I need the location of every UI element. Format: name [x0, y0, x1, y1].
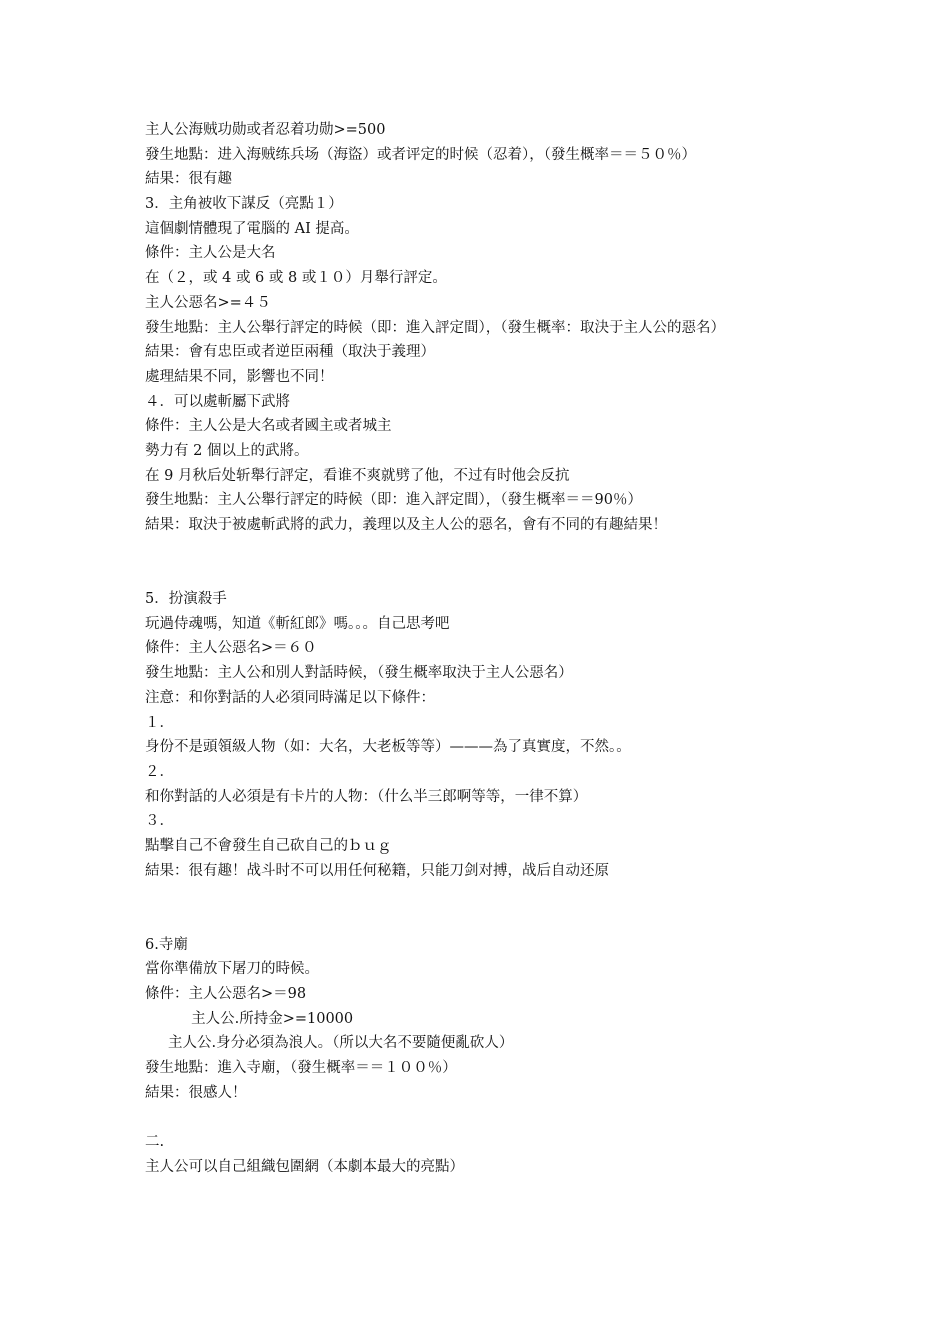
text-line: 當你準備放下屠刀的時候。: [145, 961, 319, 978]
blank-line: [145, 908, 925, 933]
list-number: ２．: [145, 763, 174, 780]
document-body: [145, 118, 925, 1180]
blank-line: [145, 562, 925, 587]
text-line: 條件：主人公惡名>＝98: [145, 986, 307, 1003]
text-line: 點擊自己不會發生自己砍自己的ｂｕｇ: [145, 837, 392, 854]
text-line: 結果：會有忠臣或者逆臣兩種（取決于義理）: [145, 344, 435, 361]
text-line: 發生地點：主人公舉行評定的時候（即：進入評定間），（發生概率＝＝90％）: [145, 492, 642, 509]
text-line: 注意：和你對話的人必須同時滿足以下條件：: [145, 689, 435, 706]
text-line: 條件：主人公惡名>＝６０: [145, 640, 317, 657]
text-line: 處理結果不同，影響也不同！: [145, 368, 334, 385]
blank-line: [145, 538, 925, 563]
list-number: ３．: [145, 813, 174, 830]
text-line: 玩過侍魂嗎，知道《斬紅郎》嗎。。。自己思考吧: [145, 615, 450, 632]
text-line: 發生地點：主人公和別人對話時候，（發生概率取決于主人公惡名）: [145, 665, 573, 682]
text-line: 結果：取決于被處斬武將的武力，義理以及主人公的惡名，會有不同的有趣結果！: [145, 517, 667, 533]
text-line: 條件：主人公是大名或者國主或者城主: [145, 418, 392, 435]
text-line: 身份不是頭領級人物（如：大名，大老板等等）———為了真實度，不然。。: [145, 739, 631, 756]
text-line: 主人公惡名>=４５: [145, 294, 271, 311]
text-line: 主人公.所持金>=10000: [145, 1010, 354, 1027]
text-line: 結果：很有趣！战斗时不可以用任何秘籍，只能刀剑对搏，战后自动还原: [145, 862, 609, 879]
text-line: 主人公可以自己組織包圍網（本劇本最大的亮點）: [145, 1158, 464, 1175]
text-line: 主人公.身分必須為浪人。（所以大名不要隨便亂砍人）: [145, 1035, 514, 1052]
blank-line: [145, 883, 925, 908]
section-heading: 3．主角被收下謀反（亮點１）: [145, 196, 343, 213]
text-line: 勢力有 2 個以上的武將。: [145, 442, 309, 459]
text-line: 條件：主人公是大名: [145, 245, 276, 262]
text-line: 這個劇情體現了電腦的 AI 提高。: [145, 220, 359, 237]
section-heading: 6.寺廟: [145, 936, 188, 953]
blank-line: [145, 1106, 925, 1131]
section-heading: 5．扮演殺手: [145, 591, 227, 608]
text-line: 在 9 月秋后处斩舉行評定，看谁不爽就劈了他，不过有时他会反抗: [145, 467, 570, 484]
section-heading: ４．可以處斬屬下武將: [145, 393, 290, 410]
text-line: 在（２，或 4 或 6 或 8 或１０）月舉行評定。: [145, 270, 447, 287]
text-line: 結果：很有趣: [145, 171, 232, 188]
text-line: 主人公海贼功勋或者忍着功勋>=500: [145, 122, 386, 138]
text-line: 和你對話的人必須是有卡片的人物：（什么半三郎啊等等，一律不算）: [145, 788, 588, 805]
text-line: 結果：很感人！: [145, 1084, 247, 1101]
text-line: 發生地點：进入海贼练兵场（海盜）或者评定的时候（忍着），（發生概率＝＝５０％）: [145, 146, 696, 163]
text-line: 發生地點：主人公舉行評定的時候（即：進入評定間），（發生概率：取決于主人公的惡名）: [145, 319, 725, 336]
text-line: 發生地點：進入寺廟，（發生概率＝＝１００％）: [145, 1060, 457, 1077]
section-heading: 二.: [145, 1134, 165, 1151]
list-number: １．: [145, 714, 174, 731]
